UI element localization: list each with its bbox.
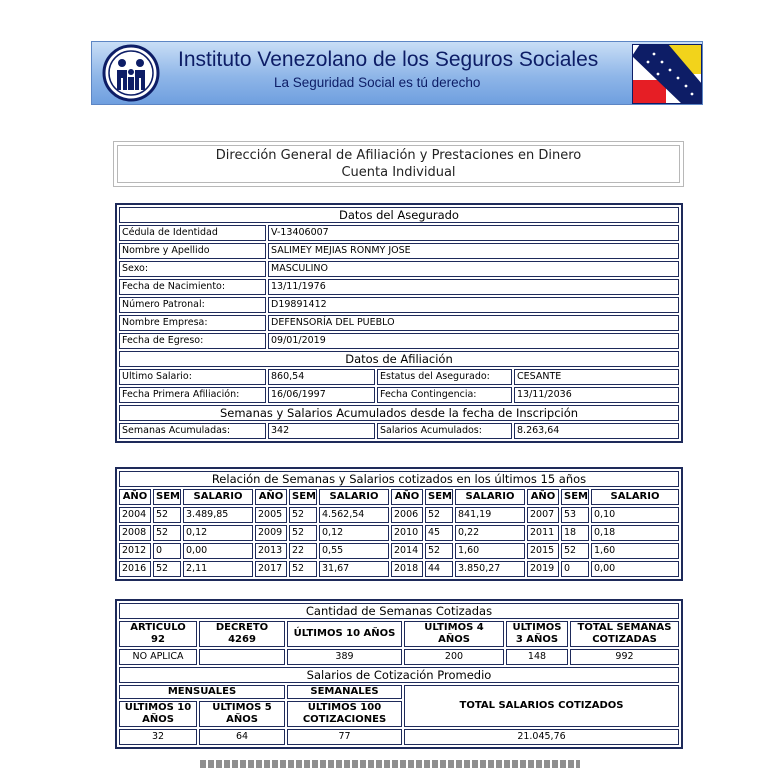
weeks-cell: 45 — [425, 525, 453, 541]
field-label: Nombre Empresa: — [119, 315, 266, 331]
status-value: CESANTE — [514, 369, 679, 385]
salary-cell: 0,10 — [591, 507, 679, 523]
weeks-cell: 52 — [289, 561, 317, 577]
salary-cell: 0,00 — [183, 543, 253, 559]
table-cell: 148 — [506, 649, 568, 665]
table-row — [119, 333, 679, 349]
field-label: Cédula de Identidad — [119, 225, 266, 241]
org-slogan: La Seguridad Social es tú derecho — [274, 75, 481, 90]
salary-cell: 4.562,54 — [319, 507, 389, 523]
field-label: Fecha de Egreso: — [119, 333, 266, 349]
salary-cell: 0,00 — [591, 561, 679, 577]
col-header-semanales: SEMANALES — [287, 685, 402, 699]
field-value: 09/01/2019 — [268, 333, 679, 349]
section-title-affiliation: Datos de Afiliación — [119, 351, 679, 367]
table-row — [119, 729, 679, 745]
section-title-insured: Datos del Asegurado — [119, 207, 679, 223]
col-header: ÚLTIMOS 100 COTIZACIONES — [287, 701, 402, 727]
col-header: ÚLTIMOS 3 AÑOS — [506, 621, 568, 647]
table-cell: 200 — [404, 649, 504, 665]
weeks-cell: 52 — [289, 525, 317, 541]
first-affiliation-value: 16/06/1997 — [268, 387, 375, 403]
field-value: V-13406007 — [268, 225, 679, 241]
ivss-logo-icon — [102, 44, 160, 102]
col-header-salario: SALARIO — [183, 489, 253, 505]
page-heading — [113, 141, 684, 187]
table-row — [119, 525, 679, 541]
salary-cell: 2,11 — [183, 561, 253, 577]
salary-cell: 0,12 — [183, 525, 253, 541]
field-label: Estatus del Asegurado: — [377, 369, 512, 385]
cut-off-footer-text — [200, 760, 580, 768]
field-value: SALIMEY MEJIAS RONMY JOSE — [268, 243, 679, 259]
salary-cell: 3.850,27 — [455, 561, 525, 577]
field-value: MASCULINO — [268, 261, 679, 277]
salary-cell: 0,22 — [455, 525, 525, 541]
field-value: D19891412 — [268, 297, 679, 313]
col-header-ano: AÑO — [391, 489, 423, 505]
contingency-date-value: 13/11/2036 — [514, 387, 679, 403]
weeks-cell: 44 — [425, 561, 453, 577]
table-cell — [199, 649, 285, 665]
salary-cell: 841,19 — [455, 507, 525, 523]
col-header-sem: SEM — [425, 489, 453, 505]
table-row — [119, 369, 679, 385]
weeks-contributed-table — [115, 599, 683, 749]
col-header-ano: AÑO — [119, 489, 151, 505]
table-row — [119, 261, 679, 277]
table-row — [119, 423, 679, 439]
table-row — [119, 561, 679, 577]
weeks-accumulated-value: 342 — [268, 423, 375, 439]
field-value: DEFENSORÍA DEL PUEBLO — [268, 315, 679, 331]
table-cell: NO APLICA — [119, 649, 197, 665]
last-salary-value: 860,54 — [268, 369, 375, 385]
weeks-cell: 22 — [289, 543, 317, 559]
table-row — [119, 649, 679, 665]
col-header-sem: SEM — [153, 489, 181, 505]
field-label: Número Patronal: — [119, 297, 266, 313]
col-header-sem: SEM — [561, 489, 589, 505]
col-header: DECRETO 4269 — [199, 621, 285, 647]
avg-5-years-value: 64 — [199, 729, 285, 745]
col-header: ÚLTIMOS 5 AÑOS — [199, 701, 285, 727]
field-label: Sexo: — [119, 261, 266, 277]
table-header-row — [119, 685, 679, 699]
year-cell: 2010 — [391, 525, 423, 541]
weeks-cell: 52 — [561, 543, 589, 559]
weeks-cell: 52 — [425, 543, 453, 559]
salary-cell: 1,60 — [455, 543, 525, 559]
field-label: Nombre y Apellido — [119, 243, 266, 259]
avg-10-years-value: 32 — [119, 729, 197, 745]
weeks-cell: 52 — [153, 561, 181, 577]
field-label: Fecha Contingencia: — [377, 387, 512, 403]
year-cell: 2016 — [119, 561, 151, 577]
table-row — [119, 225, 679, 241]
year-cell: 2005 — [255, 507, 287, 523]
field-label: Fecha Primera Afiliación: — [119, 387, 266, 403]
col-header: ARTICULO 92 — [119, 621, 197, 647]
weeks-cell: 0 — [153, 543, 181, 559]
insured-data-table — [115, 203, 683, 443]
table-row — [119, 243, 679, 259]
year-cell: 2008 — [119, 525, 151, 541]
table-header-row — [119, 621, 679, 647]
col-header-salario: SALARIO — [591, 489, 679, 505]
salary-cell: 0,12 — [319, 525, 389, 541]
col-header-ano: AÑO — [255, 489, 287, 505]
table-header-row — [119, 489, 679, 505]
org-title: Instituto Venezolano de los Seguros Sociales — [178, 48, 599, 71]
heading-line-1: Dirección General de Afiliación y Prestaciones en Dinero — [215, 148, 582, 163]
salary-cell: 1,60 — [591, 543, 679, 559]
table-row — [119, 507, 679, 523]
avg-100-contrib-value: 77 — [287, 729, 402, 745]
year-cell: 2015 — [527, 543, 559, 559]
total-salaries-value: 21.045,76 — [404, 729, 679, 745]
col-header-sem: SEM — [289, 489, 317, 505]
section-title-weeks-contributed: Cantidad de Semanas Cotizadas — [119, 603, 679, 619]
year-cell: 2018 — [391, 561, 423, 577]
weeks-cell: 52 — [153, 507, 181, 523]
flag-icon — [632, 44, 702, 104]
col-header: ÚLTIMOS 10 AÑOS — [287, 621, 402, 647]
col-header-mensuales: MENSUALES — [119, 685, 285, 699]
weeks-salaries-15-years-table — [115, 467, 683, 581]
field-value: 13/11/1976 — [268, 279, 679, 295]
col-header: ÚLTIMOS 4 AÑOS — [404, 621, 504, 647]
weeks-cell: 53 — [561, 507, 589, 523]
year-cell: 2013 — [255, 543, 287, 559]
salary-cell: 0,18 — [591, 525, 679, 541]
weeks-cell: 0 — [561, 561, 589, 577]
salary-cell: 3.489,85 — [183, 507, 253, 523]
section-title-accumulated: Semanas y Salarios Acumulados desde la fecha de Inscripción — [119, 405, 679, 421]
field-label: Fecha de Nacimiento: — [119, 279, 266, 295]
heading-line-2: Cuenta Individual — [341, 165, 456, 180]
col-header-salario: SALARIO — [455, 489, 525, 505]
col-header: TOTAL SEMANAS COTIZADAS — [570, 621, 679, 647]
table-cell: 389 — [287, 649, 402, 665]
header-banner — [91, 41, 703, 105]
year-cell: 2014 — [391, 543, 423, 559]
year-cell: 2006 — [391, 507, 423, 523]
salaries-accumulated-value: 8.263,64 — [514, 423, 679, 439]
col-header-total: TOTAL SALARIOS COTIZADOS — [404, 685, 679, 727]
table-cell: 992 — [570, 649, 679, 665]
weeks-cell: 52 — [425, 507, 453, 523]
table-row — [119, 387, 679, 403]
year-cell: 2017 — [255, 561, 287, 577]
year-cell: 2019 — [527, 561, 559, 577]
year-cell: 2009 — [255, 525, 287, 541]
field-label: Ultimo Salario: — [119, 369, 266, 385]
table-row — [119, 315, 679, 331]
weeks-cell: 52 — [153, 525, 181, 541]
weeks-cell: 18 — [561, 525, 589, 541]
salary-cell: 31,67 — [319, 561, 389, 577]
col-header: ÚLTIMOS 10 AÑOS — [119, 701, 197, 727]
table-row — [119, 543, 679, 559]
col-header-ano: AÑO — [527, 489, 559, 505]
year-cell: 2012 — [119, 543, 151, 559]
salary-cell: 0,55 — [319, 543, 389, 559]
col-header-salario: SALARIO — [319, 489, 389, 505]
table-row — [119, 297, 679, 313]
field-label: Salarios Acumulados: — [377, 423, 512, 439]
weeks-cell: 52 — [289, 507, 317, 523]
field-label: Semanas Acumuladas: — [119, 423, 266, 439]
year-cell: 2004 — [119, 507, 151, 523]
year-cell: 2011 — [527, 525, 559, 541]
year-cell: 2007 — [527, 507, 559, 523]
section-title-15-years: Relación de Semanas y Salarios cotizados en los últimos 15 años — [119, 471, 679, 487]
table-row — [119, 279, 679, 295]
section-title-average-salaries: Salarios de Cotización Promedio — [119, 667, 679, 683]
